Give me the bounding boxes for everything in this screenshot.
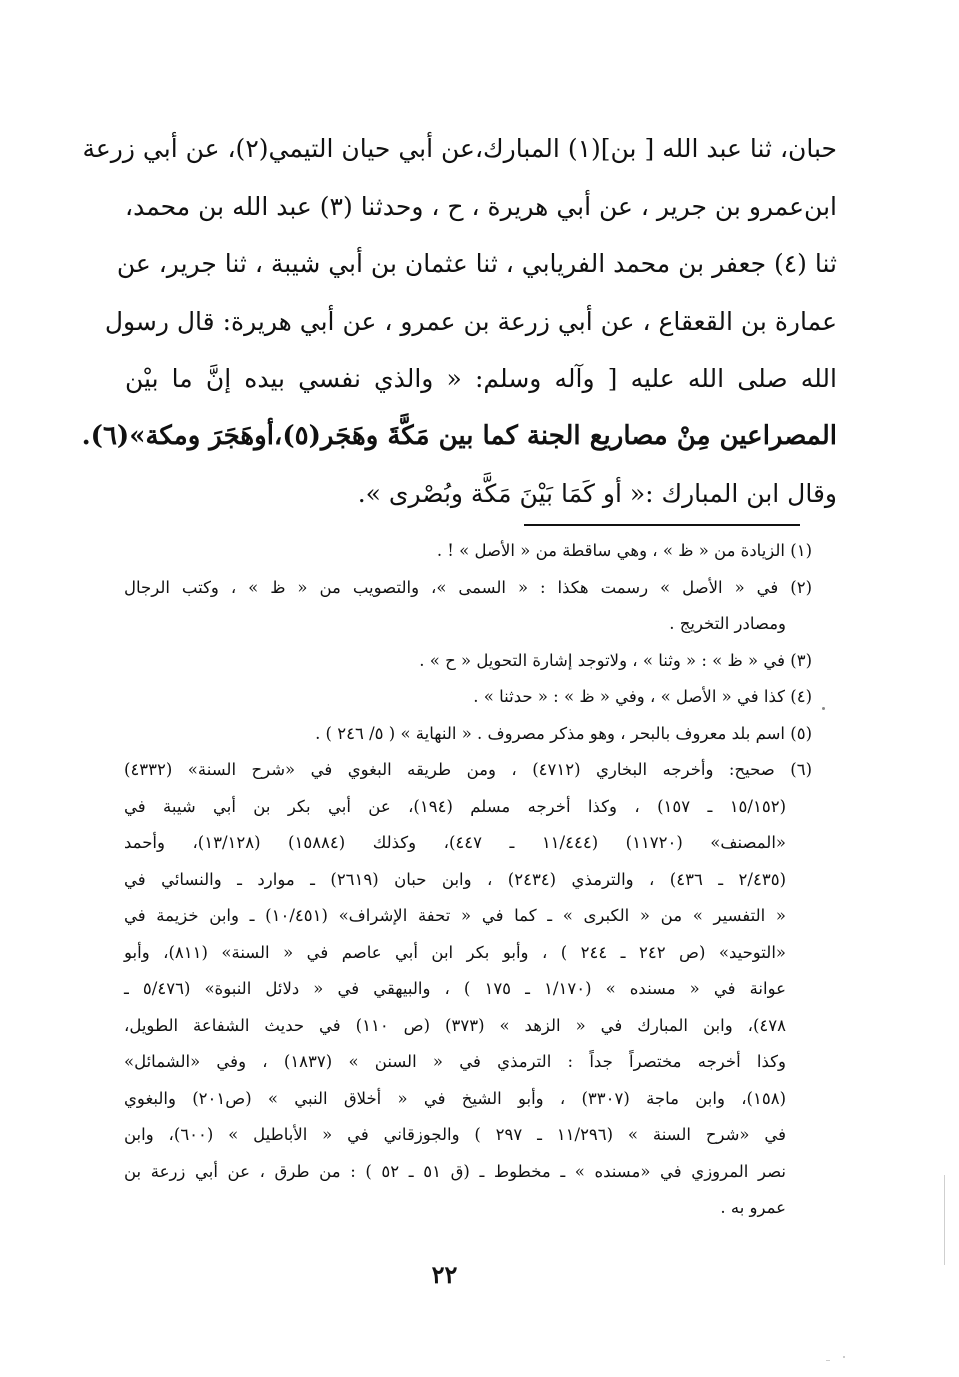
main-text-line: ابن‌عمرو بن جرير ، عن أبي هريرة ، ح ، وحدثنا (٣) عبد الله بن محمد،	[125, 191, 837, 221]
footnote-2: (٢) في « الأصل » رسمت هكذا : « السمى »، والتصويب من « ظ » ، وكتب الرجال	[124, 577, 812, 597]
scan-speck	[822, 707, 825, 710]
footnotes	[124, 533, 812, 1227]
footnote-3: (٣) في « ظ » : « وثنا » ، ولاتوجد إشارة التحويل « ح » .	[419, 650, 812, 670]
footnote-6-continuation: ٤٧٨)، وابن المبارك في « الزهد » (٣٧٣) (ص ١١٠) في حديث الشفاعة الطويل،	[124, 1015, 786, 1035]
footnote-6-continuation: عوانة في « مسنده » (١/١٧٠ ـ ١٧٥ ) ، والبيهقي في « دلائل النبوة» (٥/٤٧٦ ـ	[124, 979, 786, 998]
footnote-4: (٤) كذا في « الأصل » ، وفي « ظ » : « حدثنا » .	[473, 687, 812, 706]
footnote-6-continuation: «التوحيد» (ص ٢٤٢ ـ ٢٤٤ ) ، وأبو بكر ابن أبي عاصم في « السنة» (٨١١)، وأبو	[124, 942, 786, 962]
footnote-2-continuation: ومصادر التخريج .	[669, 614, 786, 633]
footnote-5: (٥) اسم بلد معروف بالبحر ، وهو مذكر مصروف . « النهاية » ( ٥/ ٢٤٦ ) .	[315, 723, 812, 743]
main-text-line: الله صلى الله عليه [ وآله وسلم: « والذي نفسي بيده إنَّ ما بيْن	[125, 364, 837, 393]
main-text-line: عمارة بن القعقاع ، عن أبي زرعة بن عمرو ، عن أبي هريرة: قال رسول	[104, 306, 837, 336]
footnote-6: (٦) صحيح: وأخرجه البخاري (٤٧١٢) ، ومن طريقه البغوي في «شرح السنة» (٤٣٣٢)	[124, 760, 812, 779]
footnote-divider	[524, 524, 800, 526]
footnote-6-continuation: « التفسير » من « الكبرى » ـ كما في « تحفة الإشراف» (١٠/٤٥١) ـ وابن خزيمة في	[124, 906, 786, 925]
footnote-6-continuation: (٢/٤٣٥ ـ ٤٣٦) ، والترمذي (٢٤٣٤) ، وابن حبان (٢٦١٩) ـ موارد ـ والنسائي في	[124, 869, 786, 889]
main-text-line: وقال ابن المبارك :« أو كَمَا بَيْنَ مَكَّة وبُصْرى ».	[357, 479, 837, 508]
main-text-line: حبان، ثنا عبد الله [ بن](١) المبارك،عن أبي حيان التيمي(٢)، عن أبي زرعة	[82, 134, 837, 163]
footnote-6-continuation: (١٥٨)، وابن ماجة (٣٣٠٧) ، وأبو الشيخ في « أخلاق النبي » (ص٢٠١) والبغوي	[124, 1088, 786, 1108]
hadith-text-line: المصراعين مِنْ مصاريع الجنة كما بين مَكَّةَ وهَجَر(٥)،أوهَجَرَ ومكة»(٦).	[81, 420, 837, 451]
footnote-6-continuation: في «شرح السنة » (١١/٢٩٦ ـ ٢٩٧ ) والجوزقاني في « الأباطيل » (٦٠٠)، وابن	[124, 1125, 787, 1144]
footnote-1: (١) الزيادة من « ظ » ، وهي ساقطة من « الأصل » ! .	[436, 541, 812, 560]
scan-speck	[843, 1356, 845, 1358]
scan-speck	[826, 1360, 830, 1361]
footnote-6-continuation: نصر المروزي في «مسنده » ـ مخطوط ـ (ق ٥١ ـ ٥٢ ) : من طرق ، عن أبي زرعة بن	[124, 1161, 787, 1181]
footnote-6-continuation: (١٥/١٥٢ ـ ١٥٧) ، وكذا أخرجه مسلم (١٩٤)، عن أبي بكر بن أبي شيبة في	[124, 796, 786, 816]
main-text-line: ثنا (٤) جعفر بن محمد الفريابي ، ثنا عثمان بن أبي شيبة ، ثنا جرير، عن	[116, 249, 837, 278]
scan-edge-mark	[944, 1175, 945, 1265]
footnote-6-continuation: وكذا أخرجه مختصراً جداً : الترمذي في « السنن » (١٨٣٧) ، وفي «الشمائل»	[124, 1052, 787, 1071]
page-number: ٢٢	[431, 1260, 458, 1289]
footnote-6-continuation: عمرو به .	[720, 1198, 786, 1217]
footnote-6-continuation: «المصنف» (١١٧٢٠) (١١/٤٤٤ ـ ٤٤٧)، وكذلك (١٥٨٨٤) (١٣/١٢٨)، وأحمد	[124, 833, 787, 852]
main-text	[81, 120, 837, 523]
